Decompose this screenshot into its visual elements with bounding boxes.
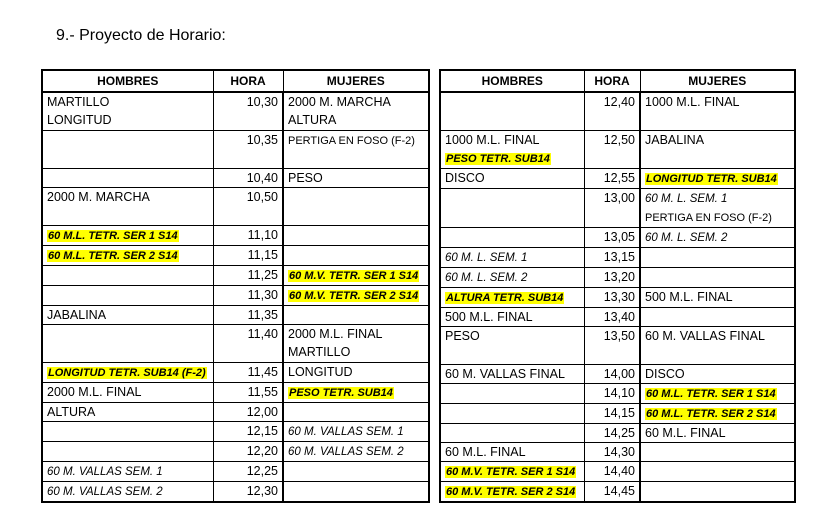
event-text: 1000 M.L. FINAL — [445, 133, 540, 147]
event-text: 60 M. L. SEM. 1 — [445, 252, 528, 264]
hora-cell: 14,00 — [584, 365, 640, 384]
event-line — [47, 226, 209, 245]
event-line — [47, 188, 209, 206]
hora-cell: 14,25 — [584, 424, 640, 443]
mujeres-cell — [640, 92, 795, 131]
hora-cell: 12,50 — [584, 131, 640, 169]
hora-cell: 10,30 — [213, 92, 283, 131]
schedule-table-right — [439, 69, 796, 503]
highlighted-event: 60 M.L. TETR. SER 2 S14 — [48, 250, 178, 262]
table-row — [42, 403, 429, 422]
event-line — [445, 131, 580, 149]
hora-cell: 13,30 — [584, 288, 640, 308]
event-text: MARTILLO — [47, 95, 110, 109]
event-text: 60 M. VALLAS SEM. 2 — [288, 446, 404, 458]
hora-cell: 13,15 — [584, 248, 640, 268]
hora-cell: 13,00 — [584, 189, 640, 228]
event-text: 60 M. VALLAS FINAL — [445, 367, 565, 381]
event-text: 60 M. VALLAS SEM. 1 — [288, 426, 404, 438]
event-text: 60 M. L. SEM. 2 — [645, 232, 728, 244]
event-line — [47, 93, 209, 111]
table-row — [440, 131, 795, 169]
event-line — [645, 189, 790, 208]
mujeres-cell — [283, 188, 429, 226]
mujeres-cell — [640, 443, 795, 462]
mujeres-cell — [283, 226, 429, 246]
mujeres-cell — [283, 462, 429, 482]
mujeres-cell — [640, 169, 795, 189]
event-line — [47, 111, 209, 129]
event-line — [645, 228, 790, 247]
hombres-cell — [440, 248, 584, 268]
table-row — [42, 131, 429, 169]
hora-cell: 14,15 — [584, 404, 640, 424]
hora-cell: 12,00 — [213, 403, 283, 422]
mujeres-cell — [640, 384, 795, 404]
hora-cell: 12,15 — [213, 422, 283, 442]
event-line — [445, 149, 580, 168]
event-text: 2000 M. MARCHA — [47, 190, 150, 204]
mujeres-cell — [283, 442, 429, 462]
event-text: 60 M. VALLAS FINAL — [645, 329, 765, 343]
page-heading: 9.- Proyecto de Horario: — [56, 27, 226, 44]
event-line — [288, 442, 424, 461]
table-row — [42, 383, 429, 403]
hora-cell: 11,15 — [213, 246, 283, 266]
mujeres-cell — [640, 482, 795, 503]
event-line — [288, 286, 424, 305]
event-text: LONGITUD — [47, 113, 112, 127]
hora-cell: 12,55 — [584, 169, 640, 189]
mujeres-cell — [640, 248, 795, 268]
hora-cell: 11,30 — [213, 286, 283, 306]
mujeres-cell — [640, 308, 795, 327]
hora-cell: 11,45 — [213, 363, 283, 383]
event-line — [288, 422, 424, 441]
event-line — [288, 325, 424, 343]
hombres-cell — [440, 462, 584, 482]
event-line — [288, 169, 424, 187]
event-line — [288, 131, 424, 150]
highlighted-event: 60 M.V. TETR. SER 2 S14 — [289, 290, 419, 302]
schedule-table-left — [41, 69, 430, 503]
event-line — [288, 343, 424, 361]
hora-cell: 11,10 — [213, 226, 283, 246]
event-line — [288, 111, 424, 129]
event-line — [445, 169, 580, 187]
highlighted-event: 60 M.L. TETR. SER 1 S14 — [48, 230, 178, 242]
table-row — [440, 308, 795, 327]
event-line — [288, 383, 424, 402]
table-row — [42, 169, 429, 188]
hora-cell: 12,40 — [584, 92, 640, 131]
hombres-cell — [440, 424, 584, 443]
hombres-cell — [42, 363, 213, 383]
hombres-cell — [440, 228, 584, 248]
event-text: 500 M.L. FINAL — [645, 290, 733, 304]
event-text: DISCO — [445, 171, 485, 185]
event-line — [645, 288, 790, 306]
mujeres-cell — [283, 363, 429, 383]
mujeres-cell — [640, 228, 795, 248]
header-hombres: HOMBRES — [440, 70, 584, 92]
hombres-cell — [42, 306, 213, 325]
hora-cell: 10,40 — [213, 169, 283, 188]
mujeres-cell — [283, 131, 429, 169]
event-text: 60 M. L. SEM. 1 — [645, 193, 728, 205]
highlighted-event: 60 M.L. TETR. SER 2 S14 — [646, 408, 776, 420]
hora-cell: 12,30 — [213, 482, 283, 503]
mujeres-cell — [283, 266, 429, 286]
mujeres-cell — [283, 403, 429, 422]
event-text: MARTILLO — [288, 345, 351, 359]
hora-cell: 11,35 — [213, 306, 283, 325]
event-line — [645, 424, 790, 442]
mujeres-cell — [640, 365, 795, 384]
event-text: 2000 M.L. FINAL — [47, 385, 142, 399]
hombres-cell — [42, 462, 213, 482]
header-hombres: HOMBRES — [42, 70, 213, 92]
highlighted-event: 60 M.V. TETR. SER 1 S14 — [289, 270, 419, 282]
mujeres-cell — [640, 131, 795, 169]
hombres-cell — [440, 308, 584, 327]
table-row — [440, 443, 795, 462]
event-line — [445, 462, 580, 481]
mujeres-cell — [640, 327, 795, 365]
hombres-cell — [440, 288, 584, 308]
event-line — [47, 403, 209, 421]
hombres-cell — [42, 246, 213, 266]
highlighted-event: 60 M.V. TETR. SER 1 S14 — [446, 466, 576, 478]
table-row — [42, 226, 429, 246]
header-hora: HORA — [213, 70, 283, 92]
event-text: LONGITUD — [288, 365, 353, 379]
event-text: 60 M. VALLAS SEM. 1 — [47, 466, 163, 478]
table-row — [42, 462, 429, 482]
table-row — [440, 404, 795, 424]
hombres-cell — [42, 383, 213, 403]
highlighted-event: ALTURA TETR. SUB14 — [446, 292, 564, 304]
hora-cell: 14,30 — [584, 443, 640, 462]
event-line — [445, 327, 580, 345]
table-row — [440, 228, 795, 248]
event-line — [47, 246, 209, 265]
event-line — [645, 169, 790, 188]
table-row — [42, 92, 429, 131]
mujeres-cell — [640, 462, 795, 482]
mujeres-cell — [283, 325, 429, 363]
hora-cell: 11,25 — [213, 266, 283, 286]
event-line — [47, 383, 209, 401]
hombres-cell — [42, 442, 213, 462]
event-text: 2000 M. MARCHA — [288, 95, 391, 109]
highlighted-event: 60 M.V. TETR. SER 2 S14 — [446, 486, 576, 498]
table-row — [440, 189, 795, 228]
hora-cell: 12,25 — [213, 462, 283, 482]
table-row — [42, 482, 429, 503]
event-line — [645, 365, 790, 383]
table-row — [440, 424, 795, 443]
event-line — [445, 482, 580, 501]
hora-cell: 10,35 — [213, 131, 283, 169]
event-text: 60 M.L. FINAL — [645, 426, 726, 440]
event-text: PERTIGA EN FOSO (F-2) — [288, 135, 415, 147]
table-row — [440, 248, 795, 268]
hombres-cell — [440, 268, 584, 288]
header-mujeres: MUJERES — [640, 70, 795, 92]
event-text: JABALINA — [47, 308, 107, 322]
event-line — [645, 327, 790, 345]
hombres-cell — [440, 327, 584, 365]
mujeres-cell — [640, 268, 795, 288]
table-row — [440, 288, 795, 308]
hombres-cell — [42, 403, 213, 422]
event-text: PESO — [445, 329, 480, 343]
event-line — [445, 308, 580, 326]
table-row — [42, 325, 429, 363]
hombres-cell — [42, 325, 213, 363]
event-line — [445, 443, 580, 461]
event-line — [445, 268, 580, 287]
event-line — [645, 131, 790, 149]
mujeres-cell — [283, 169, 429, 188]
mujeres-cell — [283, 306, 429, 325]
header-mujeres: MUJERES — [283, 70, 429, 92]
hora-cell: 13,40 — [584, 308, 640, 327]
table-row — [42, 266, 429, 286]
event-line — [445, 288, 580, 307]
event-text: 60 M.L. FINAL — [445, 445, 526, 459]
hora-cell: 14,45 — [584, 482, 640, 503]
mujeres-cell — [640, 288, 795, 308]
event-line — [47, 363, 209, 382]
hora-cell: 13,20 — [584, 268, 640, 288]
event-line — [645, 93, 790, 111]
hombres-cell — [440, 482, 584, 503]
mujeres-cell — [283, 422, 429, 442]
table-row — [42, 286, 429, 306]
hombres-cell — [440, 384, 584, 404]
event-text: ALTURA — [47, 405, 96, 419]
event-line — [47, 482, 209, 501]
hombres-cell — [42, 422, 213, 442]
event-line — [645, 404, 790, 423]
event-text: JABALINA — [645, 133, 705, 147]
event-text: 500 M.L. FINAL — [445, 310, 533, 324]
mujeres-cell — [283, 482, 429, 503]
event-line — [645, 384, 790, 403]
hora-cell: 13,50 — [584, 327, 640, 365]
hora-cell: 12,20 — [213, 442, 283, 462]
event-text: 60 M. VALLAS SEM. 2 — [47, 486, 163, 498]
mujeres-cell — [640, 189, 795, 228]
hombres-cell — [440, 404, 584, 424]
mujeres-cell — [640, 404, 795, 424]
table-row — [440, 365, 795, 384]
highlighted-event: PESO TETR. SUB14 — [446, 153, 550, 165]
event-line — [445, 365, 580, 383]
table-row — [440, 462, 795, 482]
hora-cell: 13,05 — [584, 228, 640, 248]
hombres-cell — [42, 482, 213, 503]
table-row — [42, 363, 429, 383]
event-line — [47, 462, 209, 481]
mujeres-cell — [640, 424, 795, 443]
table-row — [440, 482, 795, 503]
event-text: 2000 M.L. FINAL — [288, 327, 383, 341]
table-row — [42, 188, 429, 226]
hombres-cell — [440, 131, 584, 169]
event-text: PERTIGA EN FOSO (F-2) — [645, 212, 772, 224]
hombres-cell — [440, 92, 584, 131]
hombres-cell — [42, 266, 213, 286]
table-row — [440, 384, 795, 404]
event-text: 1000 M.L. FINAL — [645, 95, 740, 109]
highlighted-event: PESO TETR. SUB14 — [289, 387, 393, 399]
hora-cell: 11,40 — [213, 325, 283, 363]
table-row — [440, 92, 795, 131]
hombres-cell — [42, 226, 213, 246]
hora-cell: 11,55 — [213, 383, 283, 403]
table-row — [42, 422, 429, 442]
event-text: 60 M. L. SEM. 2 — [445, 272, 528, 284]
highlighted-event: LONGITUD TETR. SUB14 — [646, 173, 777, 185]
hombres-cell — [42, 188, 213, 226]
table-row — [440, 169, 795, 189]
mujeres-cell — [283, 92, 429, 131]
mujeres-cell — [283, 383, 429, 403]
hora-cell: 14,10 — [584, 384, 640, 404]
event-line — [645, 208, 790, 227]
table-row — [440, 327, 795, 365]
hombres-cell — [440, 189, 584, 228]
event-line — [288, 266, 424, 285]
highlighted-event: 60 M.L. TETR. SER 1 S14 — [646, 388, 776, 400]
hombres-cell — [42, 92, 213, 131]
event-text: PESO — [288, 171, 323, 185]
hombres-cell — [440, 365, 584, 384]
table-row — [42, 442, 429, 462]
hombres-cell — [440, 169, 584, 189]
hombres-cell — [440, 443, 584, 462]
hombres-cell — [42, 131, 213, 169]
hombres-cell — [42, 169, 213, 188]
highlighted-event: LONGITUD TETR. SUB14 (F-2) — [48, 367, 206, 379]
mujeres-cell — [283, 246, 429, 266]
hora-cell: 14,40 — [584, 462, 640, 482]
event-line — [288, 363, 424, 381]
header-hora: HORA — [584, 70, 640, 92]
table-row — [42, 246, 429, 266]
event-text: DISCO — [645, 367, 685, 381]
mujeres-cell — [283, 286, 429, 306]
event-line — [47, 306, 209, 324]
table-row — [42, 306, 429, 325]
hora-cell: 10,50 — [213, 188, 283, 226]
hombres-cell — [42, 286, 213, 306]
event-text: ALTURA — [288, 113, 337, 127]
event-line — [445, 248, 580, 267]
event-line — [288, 93, 424, 111]
table-row — [440, 268, 795, 288]
